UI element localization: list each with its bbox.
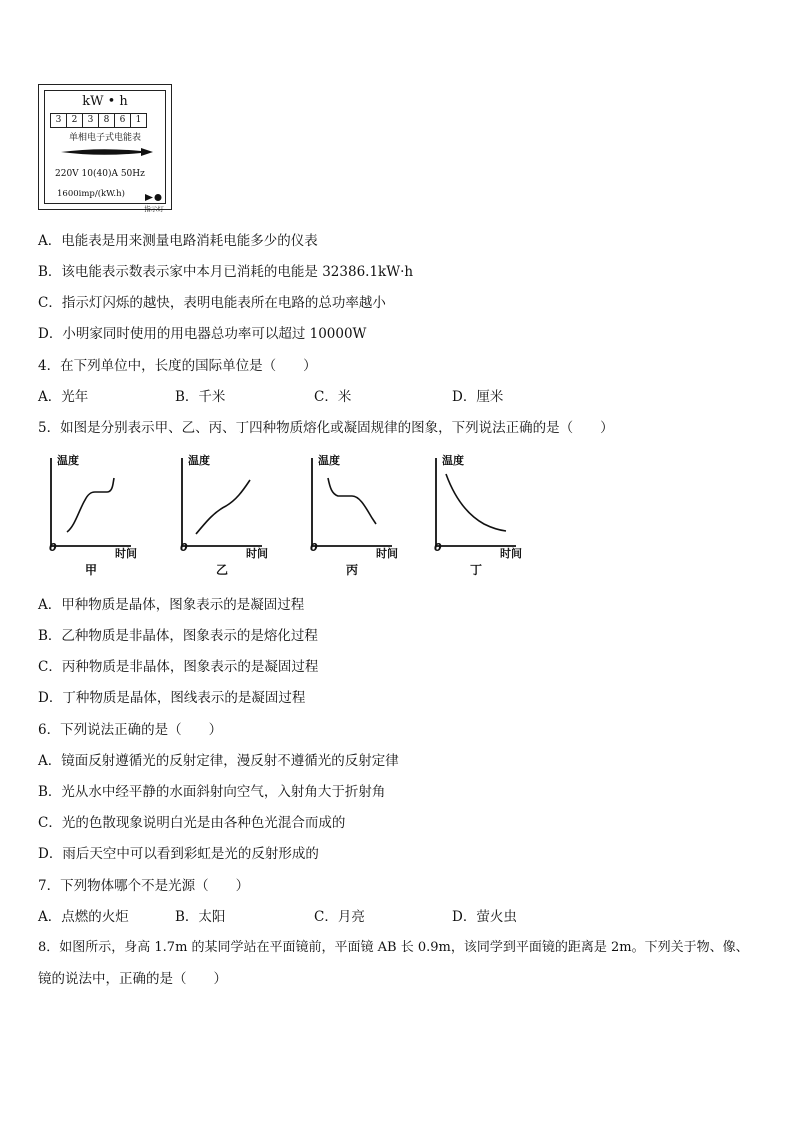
q6-option-b: B．光从水中经平静的水面斜射向空气，入射角大于折射角: [38, 784, 386, 800]
meter-digit: 3: [82, 113, 99, 128]
meter-digit: 6: [114, 113, 131, 128]
graph-yi: [176, 448, 276, 578]
graph-jia-ylabel: 温度: [57, 454, 79, 467]
meter-digit: 2: [66, 113, 83, 128]
q7-option-d: D．萤火虫: [452, 909, 517, 925]
graph-ding-origin: 0: [434, 541, 442, 554]
indicator-light-icon: [144, 193, 164, 202]
graph-ding-name: 丁: [470, 563, 483, 577]
graph-yi-xlabel: 时间: [246, 547, 268, 560]
graph-jia-name: 甲: [85, 563, 98, 577]
indicator-label: 指示灯: [144, 205, 164, 213]
graph-bing: [306, 448, 406, 578]
q6-option-d: D．雨后天空中可以看到彩虹是光的反射形成的: [38, 846, 319, 862]
q6-option-a: A．镜面反射遵循光的反射定律，漫反射不遵循光的反射定律: [38, 753, 399, 769]
graph-ding-xlabel: 时间: [500, 547, 522, 560]
q3-option-c: C．指示灯闪烁的越快，表明电能表所在电路的总功率越小: [38, 295, 386, 311]
meter-digit: 3: [50, 113, 67, 128]
q6-option-c: C．光的色散现象说明白光是由各种色光混合而成的: [38, 815, 346, 831]
q4-option-d: D．厘米: [452, 389, 504, 405]
q8-stem-line2: 镜的说法中，正确的是（ ）: [38, 971, 227, 987]
meter-digit-decimal: 1: [130, 113, 147, 128]
graph-yi-name: 乙: [216, 563, 229, 577]
q3-option-b: B．该电能表示数表示家中本月已消耗的电能是 32386.1kW·h: [38, 264, 414, 280]
q7-option-a: A．点燃的火炬: [38, 909, 129, 925]
meter-imp: 1600imp/(kW.h): [57, 189, 125, 199]
q3-option-a: A．电能表是用来测量电路消耗电能多少的仪表: [38, 233, 318, 249]
q5-option-b: B．乙种物质是非晶体，图象表示的是熔化过程: [38, 628, 318, 644]
q4-option-b: B．千米: [175, 389, 226, 405]
graph-yi-ylabel: 温度: [188, 454, 210, 467]
q4-option-a: A．光年: [38, 389, 89, 405]
q7-option-c: C．月亮: [314, 909, 365, 925]
q4-stem: 4．在下列单位中，长度的国际单位是（ ）: [38, 358, 317, 374]
meter-digits: [51, 113, 147, 128]
meter-panel: [44, 90, 166, 213]
meter-indicator: [142, 187, 166, 213]
q5-option-a: A．甲种物质是晶体，图象表示的是凝固过程: [38, 597, 305, 613]
q5-stem: 5．如图是分别表示甲、乙、丙、丁四种物质熔化或凝固规律的图象，下列说法正确的是（ ）: [38, 420, 614, 436]
meter-name: 单相电子式电能表: [68, 133, 141, 143]
q4-option-c: C．米: [314, 389, 352, 405]
q8-stem-line1: 8．如图所示，身高 1.7m 的某同学站在平面镜前，平面镜 AB 长 0.9m，该同学到平面镜的距离是 2m。下列关于物、像、: [38, 940, 749, 955]
graph-ding-ylabel: 温度: [442, 454, 464, 467]
graph-jia-origin: 0: [49, 541, 57, 554]
graph-bing-origin: 0: [310, 541, 318, 554]
meter-digit: 8: [98, 113, 115, 128]
q5-option-c: C．丙种物质是非晶体，图象表示的是凝固过程: [38, 659, 319, 675]
q5-option-d: D．丁种物质是晶体，图线表示的是凝固过程: [38, 690, 306, 706]
meter-specs: 220V 10(40)A 50Hz: [55, 169, 145, 179]
graph-jia: [45, 448, 145, 578]
meter-arrow-icon: [59, 145, 155, 159]
q3-option-d: D．小明家同时使用的用电器总功率可以超过 10000W: [38, 326, 367, 342]
electric-meter-figure: [38, 84, 172, 213]
graph-ding: [430, 448, 530, 578]
meter-unit: kW • h: [82, 94, 128, 109]
q7-option-b: B．太阳: [175, 909, 226, 925]
q7-stem: 7．下列物体哪个不是光源（ ）: [38, 878, 250, 894]
graph-jia-xlabel: 时间: [115, 547, 137, 560]
graph-bing-xlabel: 时间: [376, 547, 398, 560]
q6-stem: 6．下列说法正确的是（ ）: [38, 722, 223, 738]
graph-yi-origin: 0: [180, 541, 188, 554]
graph-bing-name: 丙: [346, 563, 359, 577]
graph-bing-ylabel: 温度: [318, 454, 340, 467]
